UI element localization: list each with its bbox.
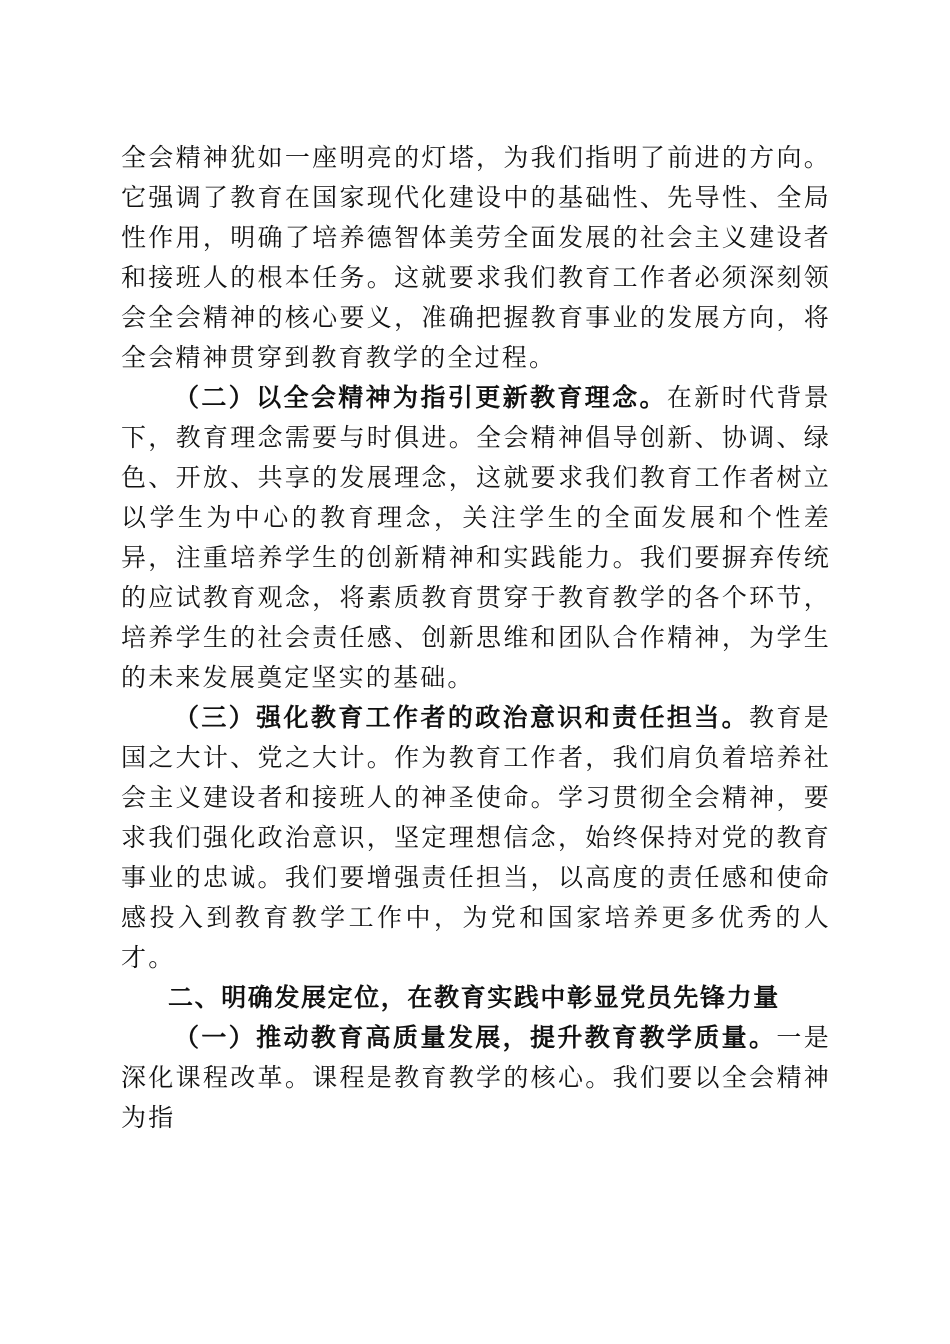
paragraph-2-lead: （二）以全会精神为指引更新教育理念。 — [174, 383, 667, 412]
paragraph-4-body: 一是深化课程改革。课程是教育教学的核心。我们要以全会精神为指 — [121, 1023, 832, 1132]
paragraph-2-body: 在新时代背景下，教育理念需要与时俱进。全会精神倡导创新、协调、绿色、开放、共享的发展理念，这就要求我们教育工作者树立以学生为中心的教育理念，关注学生的全面发展和个性差异，注重培养学生的创新精神和实践能力。我们要摒弃传统的应试教育观念，将素质教育贯穿于教育教学的各个环节，培养学生的社会责任感、创新思维和团队合作精神，为学生的未来发展奠定坚实的基础。 — [121, 383, 832, 692]
paragraph-3-body: 教育是国之大计、党之大计。作为教育工作者，我们肩负着培养社会主义建设者和接班人的神圣使命。学习贯彻全会精神，要求我们强化政治意识，坚定理想信念，始终保持对党的教育事业的忠诚。我们要增强责任担当，以高度的责任感和使命感投入到教育教学工作中，为党和国家培养更多优秀的人才。 — [121, 703, 831, 972]
body-paragraph-2 — [121, 378, 831, 698]
section-heading: 二、明确发展定位，在教育实践中彰显党员先锋力量 — [168, 983, 780, 1012]
document-page — [121, 138, 831, 1138]
body-paragraph-3 — [121, 698, 831, 978]
paragraph-3-lead: （三）强化教育工作者的政治意识和责任担当。 — [174, 703, 750, 732]
body-paragraph-1: 全会精神犹如一座明亮的灯塔，为我们指明了前进的方向。它强调了教育在国家现代化建设中的基础性、先导性、全局性作用，明确了培养德智体美劳全面发展的社会主义建设者和接班人的根本任务。这就要求我们教育工作者必须深刻领会全会精神的核心要义，准确把握教育事业的发展方向，将全会精神贯穿到教育教学的全过程。 — [121, 143, 831, 372]
paragraph-4-lead: （一）推动教育高质量发展，提升教育教学质量。 — [174, 1023, 777, 1052]
body-paragraph-4 — [121, 1018, 831, 1138]
